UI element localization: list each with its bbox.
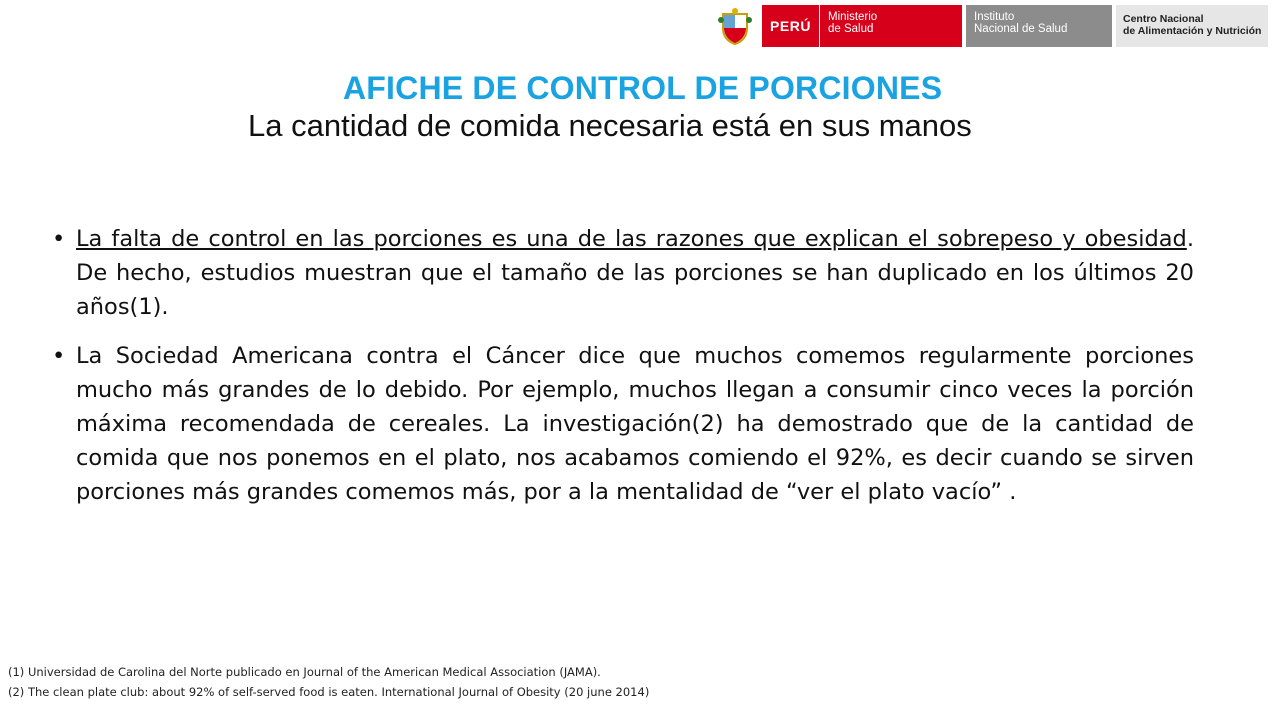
bullet-item-1 xyxy=(52,222,1194,324)
cenan-line1: Centro Nacional xyxy=(1123,13,1204,25)
footnotes xyxy=(8,662,649,702)
page-title: AFICHE DE CONTROL DE PORCIONES xyxy=(343,70,943,106)
bullet-item-2: • La Sociedad Americana contra el Cáncer dice que muchos comemos regularmente porciones mucho más grandes de lo debido. Por ejemplo, muchos llegan a consumir cinco veces la porción máxima recomendada de cereales. La investigación(2) ha demostrado que de la cantidad de comida que nos ponemos en el plato, nos acabamos comiendo el 92%, es decir cuando se sirven porciones más grandes comemos más, por a la mentalidad de “ver el plato vacío” . xyxy=(52,339,1194,509)
ins-logo xyxy=(966,5,1112,47)
header-logo-strip xyxy=(712,5,1268,47)
bullet-1-text: . De hecho, estudios muestran que el tamaño de las porciones se han duplicado en los últimos 20 años(1). xyxy=(76,226,1194,320)
peru-logo: PERÚ xyxy=(762,5,820,47)
bullet-1-underlined-text: La falta de control en las porciones es una de las razones que explican el sobrepeso y obesidad xyxy=(76,226,1187,252)
page-subtitle: La cantidad de comida necesaria está en sus manos xyxy=(248,108,972,143)
footnote-1: (1) Universidad de Carolina del Norte publicado en Journal of the American Medical Association (JAMA). xyxy=(8,665,601,679)
minsa-line1: Ministerio xyxy=(828,11,878,23)
ins-line2: Nacional de Salud xyxy=(974,23,1068,35)
footnote-2: (2) The clean plate club: about 92% of self-served food is eaten. International Journal of Obesity (20 june 2014) xyxy=(8,685,650,699)
coat-of-arms-icon xyxy=(712,5,758,47)
bullet-list xyxy=(52,222,1194,524)
cenan-logo xyxy=(1116,5,1268,47)
minsa-line2: de Salud xyxy=(828,23,874,35)
ins-line1: Instituto xyxy=(974,11,1015,23)
cenan-line2: de Alimentación y Nutrición xyxy=(1123,25,1262,37)
minsa-logo xyxy=(820,5,962,47)
